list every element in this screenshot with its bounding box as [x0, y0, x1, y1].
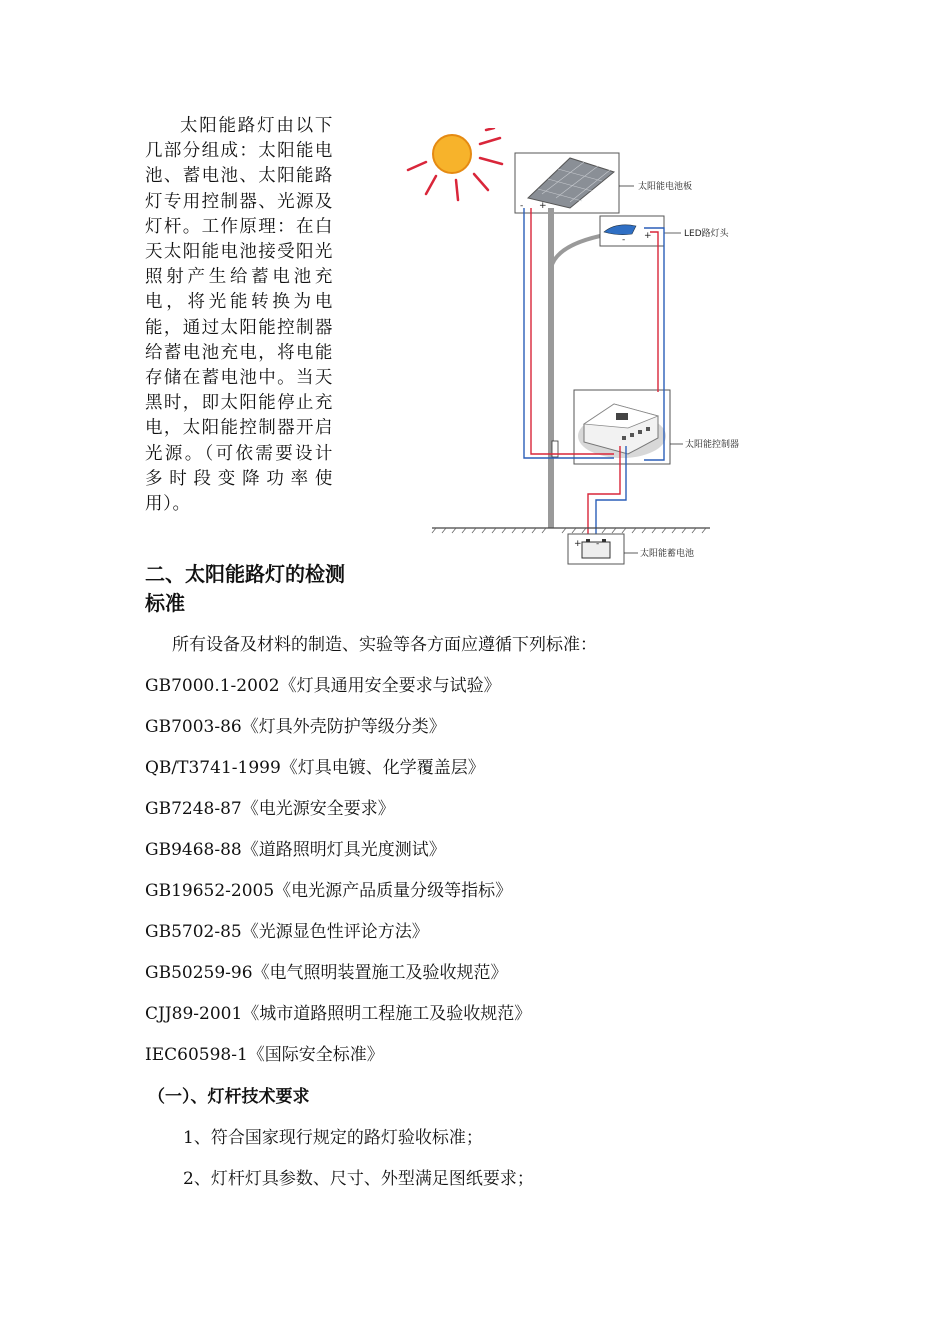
- standard-item: GB7248-87《电光源安全要求》: [145, 799, 395, 819]
- standard-item: IEC60598-1《国际安全标准》: [145, 1045, 384, 1065]
- label-battery: 太阳能蓄电池: [640, 549, 695, 559]
- solar-street-light-diagram: [400, 128, 760, 578]
- standard-item: GB5702-85《光源显色性评论方法》: [145, 922, 429, 942]
- street-light-pole: [548, 208, 600, 528]
- battery-plus-label: +: [574, 539, 582, 549]
- standard-item: QB/T3741-1999《灯具电镀、化学覆盖层》: [145, 758, 485, 778]
- label-led-lamp: LED路灯头: [684, 229, 729, 239]
- standard-item: CJJ89-2001《城市道路照明工程施工及验收规范》: [145, 1004, 532, 1024]
- intro-paragraph: 太阳能路灯由以下几部分组成：太阳能电池、蓄电池、太阳能路灯专用控制器、光源及灯杆。工作原理：在白天太阳能电池接受阳光照射产生给蓄电池充电，将光能转换为电能，通过太阳能控制器给蓄电池充电，将电能存储在蓄电池中。当天黑时，即太阳能停止充电，太阳能控制器开启光源。（可依需要设计多时段变降功率使用）。: [145, 116, 333, 515]
- standard-item: GB9468-88《道路照明灯具光度测试》: [145, 840, 446, 860]
- requirement-item: 1、符合国家现行规定的路灯验收标准；: [183, 1128, 483, 1148]
- ground-line: [432, 528, 710, 533]
- led-lamp-head: [600, 216, 664, 246]
- battery-minus-label: -: [596, 539, 600, 549]
- sun-icon: [408, 128, 502, 200]
- standard-item: GB50259-96《电气照明装置施工及验收规范》: [145, 963, 508, 983]
- solar-controller: [574, 390, 670, 464]
- battery: [568, 534, 624, 564]
- solar-panel: [515, 153, 619, 213]
- standard-item: GB7000.1-2002《灯具通用安全要求与试验》: [145, 676, 501, 696]
- label-solar-panel: 太阳能电池板: [638, 182, 693, 192]
- label-controller: 太阳能控制器: [685, 440, 740, 450]
- standard-item: GB7003-86《灯具外壳防护等级分类》: [145, 717, 446, 737]
- panel-plus-label: +: [539, 201, 547, 211]
- lamp-minus-label: -: [622, 235, 626, 245]
- standard-item: GB19652-2005《电光源产品质量分级等指标》: [145, 881, 513, 901]
- subsection-title: （一）、灯杆技术要求: [148, 1087, 310, 1107]
- panel-minus-label: -: [520, 201, 524, 211]
- section-title: 二、太阳能路灯的检测标准: [145, 562, 345, 615]
- requirement-item: 2、灯杆灯具参数、尺寸、外型满足图纸要求；: [183, 1169, 534, 1189]
- standards-lead: 所有设备及材料的制造、实验等各方面应遵循下列标准：: [172, 635, 597, 655]
- lamp-plus-label: +: [644, 231, 652, 241]
- wiring: [524, 208, 664, 536]
